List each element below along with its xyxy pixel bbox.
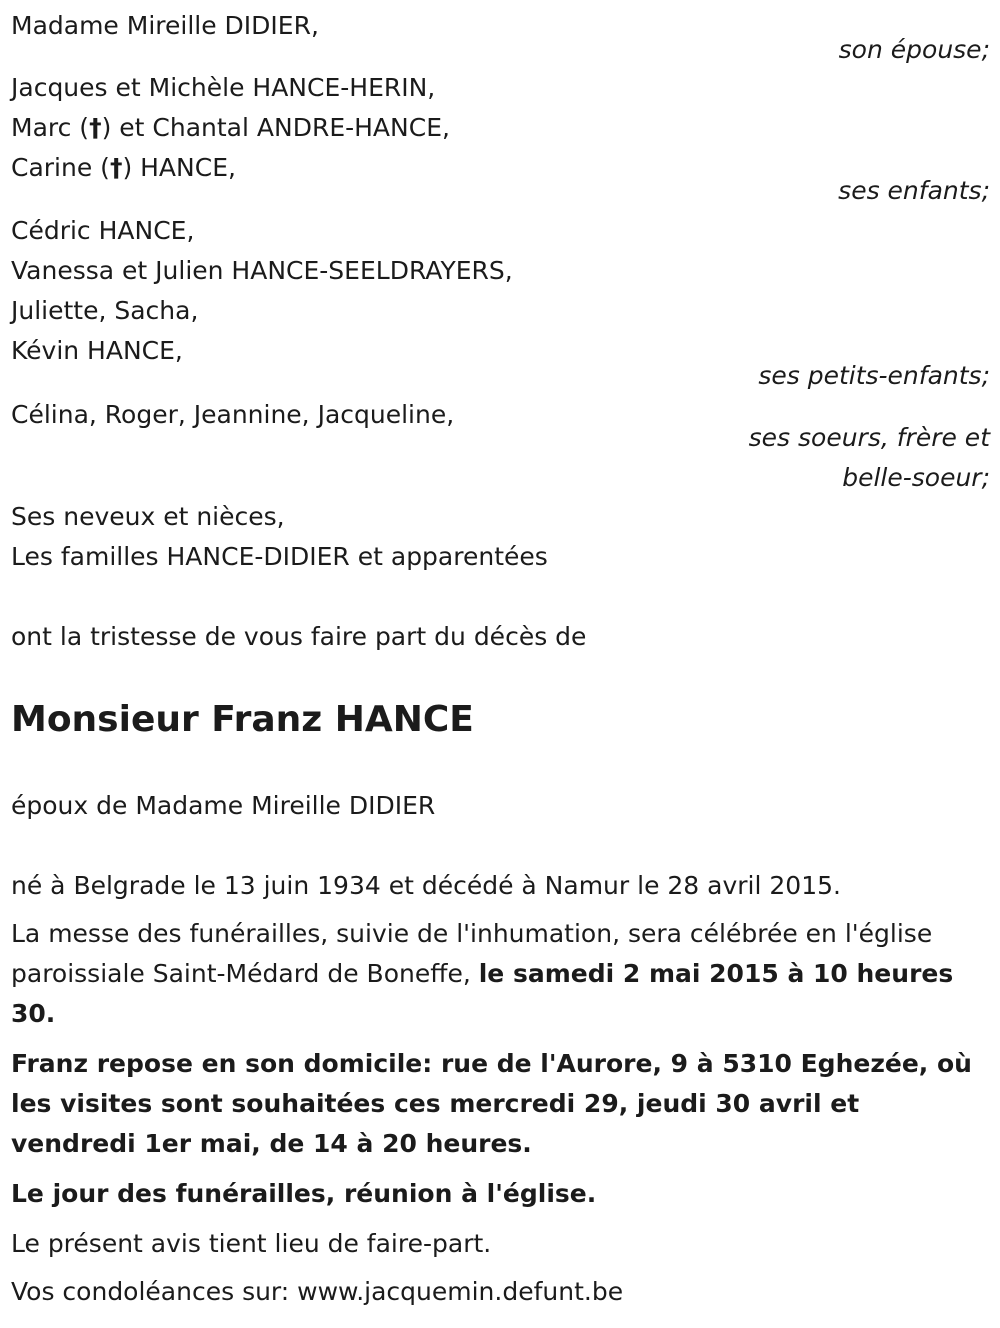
grandchild-line: Vanessa et Julien HANCE-SEELDRAYERS, <box>11 256 513 285</box>
cross-icon: † <box>109 153 123 182</box>
child-name-part: Marc ( <box>11 113 90 142</box>
siblings-role: ses soeurs, frère et <box>748 423 990 452</box>
notice-paragraph: Le présent avis tient lieu de faire-part. <box>11 1229 492 1258</box>
condolences-paragraph: Vos condoléances sur: www.jacquemin.defunt.be <box>11 1277 624 1306</box>
grandchild-line: Juliette, Sacha, <box>11 296 199 325</box>
mass-paragraph <box>11 914 990 1034</box>
spouse-role: son épouse; <box>838 35 990 64</box>
grandchildren-block <box>11 211 990 396</box>
mass-text: La messe des funérailles, suivie de l'inhumation, sera célébrée en l'église paroissiale Saint-Médard de Boneffe, <box>11 919 933 988</box>
child-name-part: Carine ( <box>11 153 110 182</box>
meeting-paragraph: Le jour des funérailles, réunion à l'église. <box>11 1179 597 1208</box>
spouse-block <box>11 6 990 70</box>
grandchild-line: Kévin HANCE, <box>11 336 183 365</box>
spouse-name: Madame Mireille DIDIER, <box>11 11 319 40</box>
grandchildren-role: ses petits-enfants; <box>758 361 990 390</box>
family-line: Ses neveux et nièces, <box>11 502 285 531</box>
mass-datetime: le samedi 2 mai 2015 à 10 heures 30. <box>11 959 954 1028</box>
children-block <box>11 68 990 211</box>
family-line: Les familles HANCE-DIDIER et apparentées <box>11 542 548 571</box>
announcement: ont la tristesse de vous faire part du décès de <box>11 622 587 651</box>
family-block <box>11 497 990 577</box>
rest-paragraph: Franz repose en son domicile: rue de l'Aurore, 9 à 5310 Eghezée, où les visites sont souhaitées ces mercredi 29, jeudi 30 avril et vendredi 1er mai, de 14 à 20 heures. <box>11 1049 972 1158</box>
siblings-block <box>11 395 990 498</box>
birth-death: né à Belgrade le 13 juin 1934 et décédé à Namur le 28 avril 2015. <box>11 871 841 900</box>
siblings-role: belle-soeur; <box>842 463 990 492</box>
cross-icon: † <box>89 113 102 142</box>
spouse-of: époux de Madame Mireille DIDIER <box>11 791 436 820</box>
siblings-names: Célina, Roger, Jeannine, Jacqueline, <box>11 400 455 429</box>
child-name-part: ) HANCE, <box>122 153 236 182</box>
child-name-part: ) et Chantal ANDRE-HANCE, <box>101 113 450 142</box>
child-line <box>11 108 990 148</box>
child-line: Jacques et Michèle HANCE-HERIN, <box>11 73 436 102</box>
grandchild-line: Cédric HANCE, <box>11 216 195 245</box>
children-role: ses enfants; <box>838 176 990 205</box>
deceased-name: Monsieur Franz HANCE <box>11 699 474 740</box>
